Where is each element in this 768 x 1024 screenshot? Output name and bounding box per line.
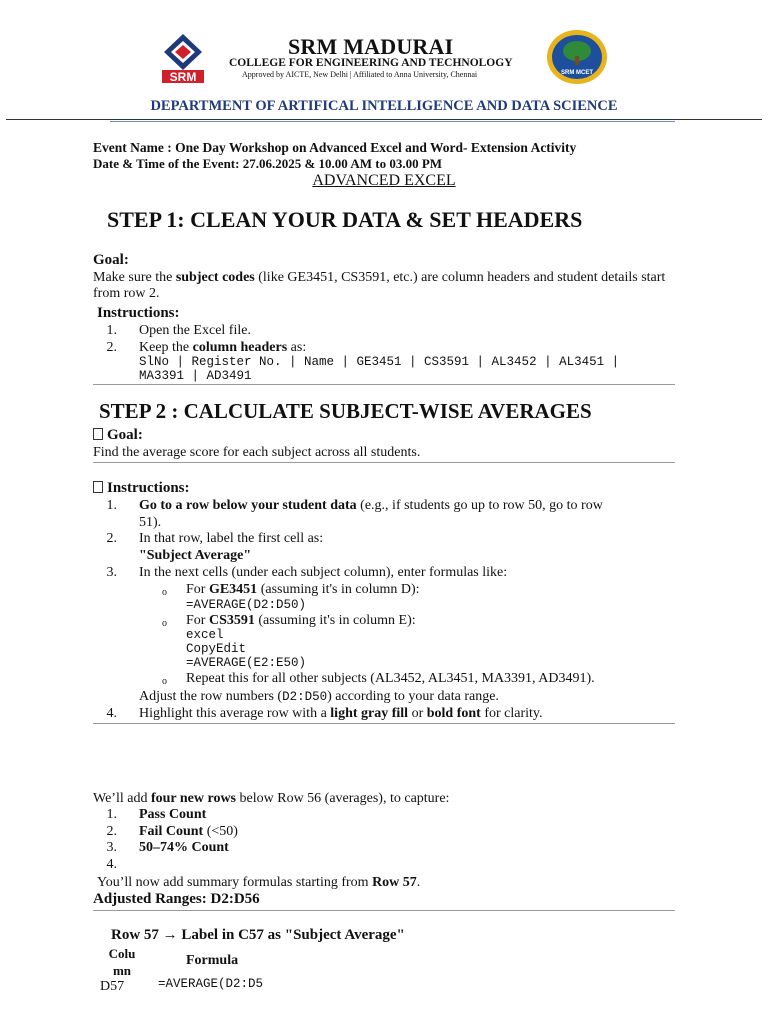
step1-heading: STEP 1: CLEAN YOUR DATA & SET HEADERS [107, 207, 583, 232]
logo-text: SRM [169, 70, 197, 84]
summary-intro: We’ll add four new rows below Row 56 (averages), to capture: [93, 791, 450, 806]
list-item: 1. Open the Excel file. [106, 323, 251, 338]
step2-instructions-label: Instructions: [93, 480, 190, 497]
event-name: Event Name : One Day Workshop on Advanced Excel and Word- Extension Activity [93, 140, 577, 155]
summary-note: You’ll now add summary formulas starting from Row 57. [97, 875, 421, 890]
table-header-column: Colu mn [108, 946, 136, 978]
code-language-label: excel [186, 628, 224, 642]
table-cell-formula: =AVERAGE(D2:D5 [158, 977, 264, 991]
table-header-formula: Formula [186, 953, 239, 968]
step1-instructions-label: Instructions: [97, 305, 180, 321]
adjust-note: Adjust the row numbers (D2:D50) according to your data range. [139, 689, 499, 704]
step2-goal-label: Goal: [93, 427, 143, 444]
list-item-continuation: 51). [139, 515, 162, 530]
section-divider [93, 384, 675, 385]
step2-goal-text: Find the average score for each subject across all students. [93, 445, 421, 460]
step2-heading: STEP 2 : CALCULATE SUBJECT-WISE AVERAGES [99, 399, 592, 423]
checkbox-icon [93, 428, 103, 440]
section-divider [93, 910, 675, 911]
college-seal [546, 29, 608, 85]
list-item: 2. Keep the column headers as: [106, 340, 307, 355]
college-name: SRM MADURAI [288, 34, 454, 59]
section-divider [93, 462, 675, 463]
department-title: DEPARTMENT OF ARTIFICAL INTELLIGENCE AND DATA SCIENCE [150, 98, 618, 114]
checkbox-icon [93, 481, 103, 493]
step1-goal-text: Make sure the subject codes (like GE3451, CS3591, etc.) are column headers and student details start from row 2. [93, 270, 666, 301]
adjusted-ranges: Adjusted Ranges: D2:D56 [93, 891, 260, 907]
formula-code: =AVERAGE(E2:E50) [186, 656, 307, 670]
event-date: Date & Time of the Event: 27.06.2025 & 10.00 AM to 03.00 PM [93, 156, 443, 171]
college-subtitle: COLLEGE FOR ENGINEERING AND TECHNOLOGY [229, 57, 513, 69]
header-divider [6, 119, 762, 120]
step1-goal-label: Goal: [93, 252, 129, 268]
section-divider [93, 723, 675, 724]
college-approval: Approved by AICTE, New Delhi | Affiliated to Anna University, Chennai [242, 70, 478, 79]
formula-code: =AVERAGE(D2:D50) [186, 598, 307, 612]
srm-logo [158, 32, 208, 84]
code-headers-line-2: MA3391 | AD3491 [139, 369, 252, 383]
seal-text: SRM MCET [561, 70, 593, 76]
table-cell-column: D57 [100, 979, 125, 994]
copy-edit-label: CopyEdit [186, 642, 247, 656]
document-title: ADVANCED EXCEL [312, 172, 456, 189]
code-headers-line-1: SlNo | Register No. | Name | GE3451 | CS3591 | AL3452 | AL3451 | [139, 355, 620, 369]
subject-average-label: "Subject Average" [139, 548, 252, 563]
header-divider-accent [110, 121, 675, 122]
row57-heading: Row 57 → Label in C57 as "Subject Average" [111, 927, 405, 943]
